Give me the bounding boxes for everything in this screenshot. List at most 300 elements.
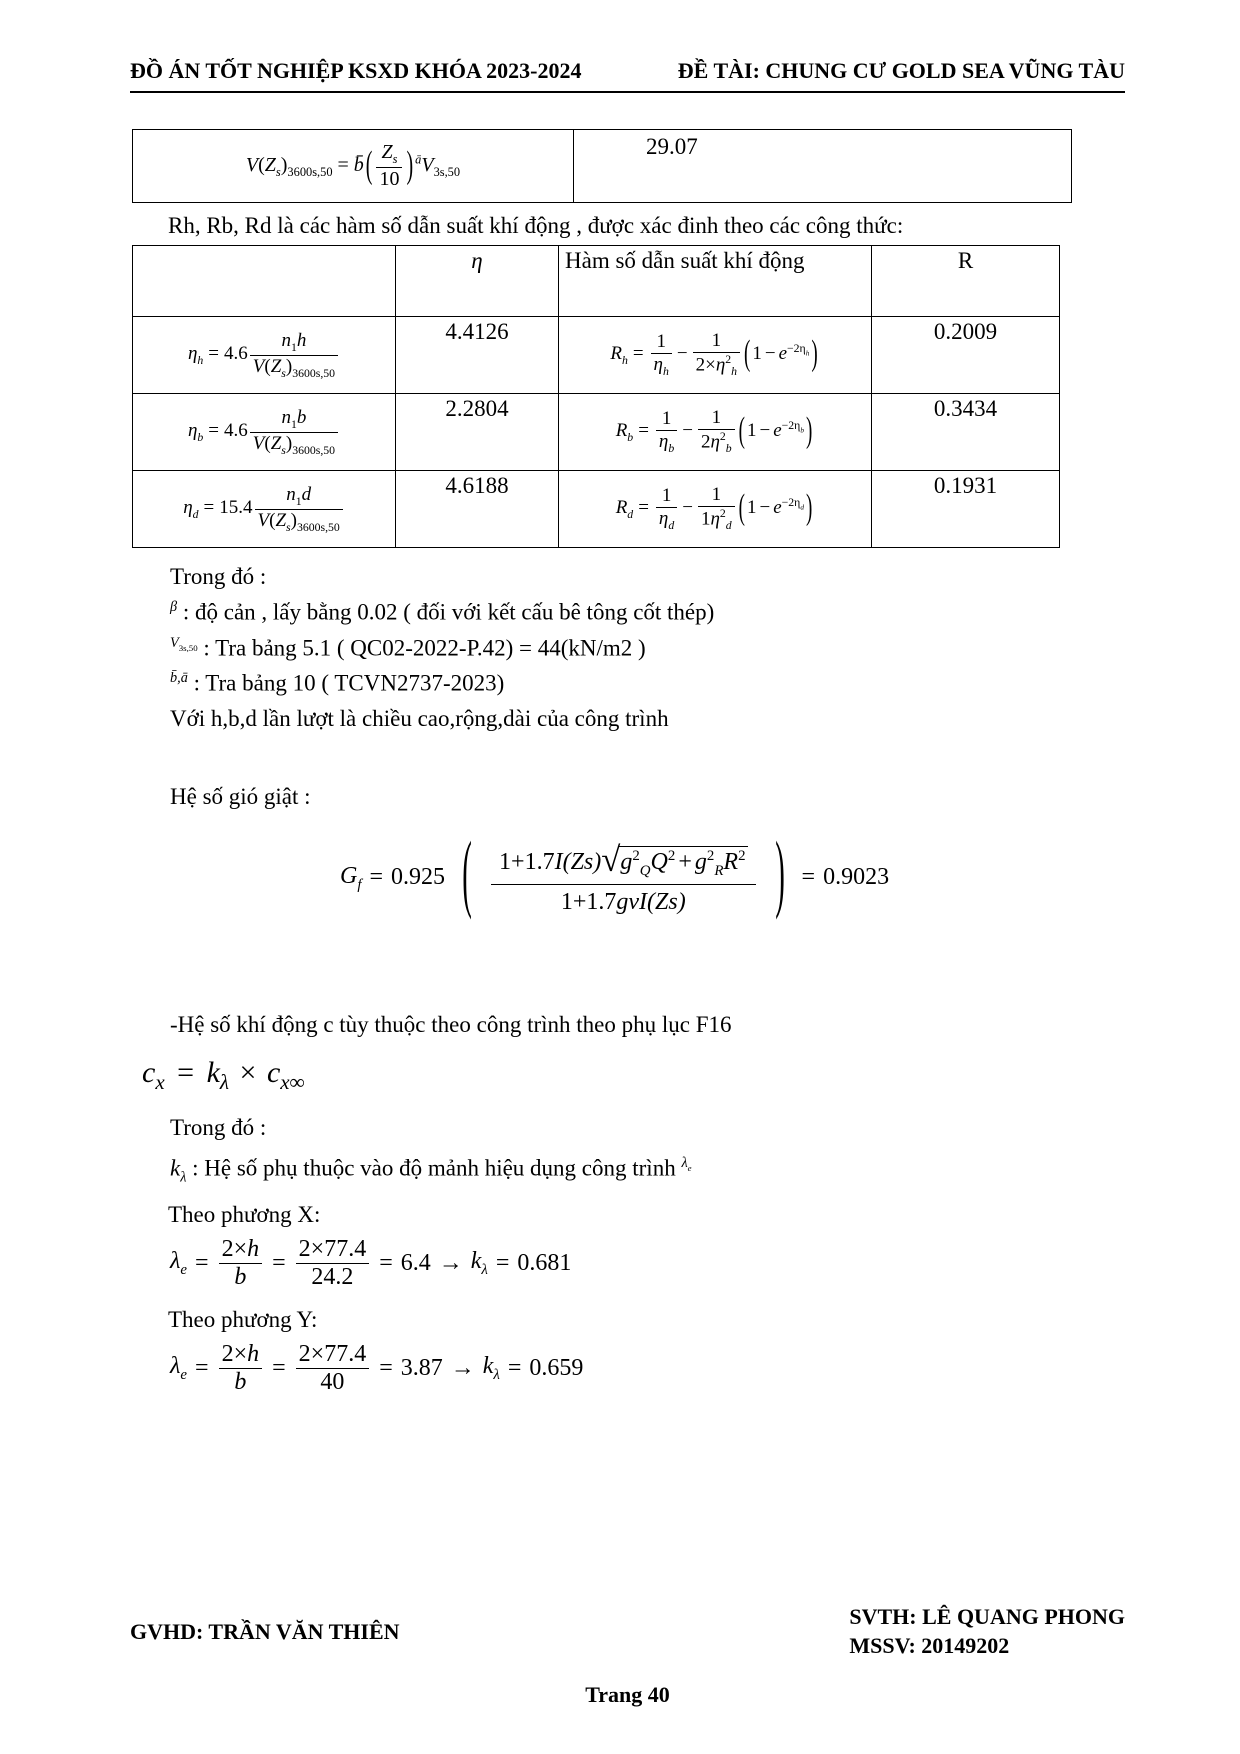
- empty-header-cell: [133, 246, 396, 317]
- equals-sign: =: [507, 1355, 522, 1382]
- r-b-formula-cell: [559, 394, 872, 471]
- exponent: [781, 496, 804, 512]
- math-token: V: [252, 432, 265, 454]
- r-h-formula-cell: [559, 317, 872, 394]
- wind-speed-value-cell: [574, 130, 1072, 203]
- gust-factor-title: Hệ số gió giật :: [170, 783, 311, 809]
- math-token: 3600s,50: [292, 366, 336, 380]
- subscript: b: [197, 431, 204, 445]
- math-token: 2: [706, 848, 715, 865]
- math-token: ): [285, 355, 293, 377]
- note-text: : Hệ số phụ thuộc vào độ mảnh hiệu dụng công trình: [192, 1155, 676, 1181]
- r-symbol: R: [615, 497, 628, 519]
- equals-sign: =: [272, 1250, 286, 1277]
- math-token: k: [482, 1353, 494, 1380]
- math-token: G: [340, 862, 358, 889]
- eta-d-value-cell: [396, 471, 559, 548]
- numerator: 1: [651, 331, 672, 354]
- fraction: [698, 484, 735, 533]
- math-token: s: [286, 520, 291, 534]
- math-token: (: [264, 432, 271, 454]
- numerator: 1: [656, 408, 677, 431]
- r-h-formula: [610, 330, 819, 379]
- math-token: 1: [752, 343, 762, 365]
- r-d-formula-cell: [559, 471, 872, 548]
- math-token: 3600s,50: [296, 520, 340, 534]
- math-token: b: [800, 425, 804, 435]
- numerator: [376, 141, 402, 168]
- radicand: [618, 846, 747, 879]
- header-right: ĐỀ TÀI: CHUNG CƯ GOLD SEA VŨNG TÀU: [677, 58, 1125, 83]
- math-token: −2η: [781, 496, 801, 510]
- table-row: [133, 471, 1060, 548]
- function-header-cell: [559, 246, 872, 317]
- right-paren: ): [774, 829, 785, 923]
- denominator: 40: [320, 1369, 345, 1396]
- student-info: [849, 1601, 1125, 1662]
- lambda-e-term: [170, 1248, 187, 1279]
- math-token: (: [269, 509, 276, 531]
- math-token: g: [620, 849, 633, 876]
- math-token: η: [710, 431, 720, 453]
- denominator: 24.2: [311, 1264, 354, 1291]
- fraction: [651, 331, 672, 379]
- function-header: Hàm số dẫn suất khí động: [565, 248, 805, 273]
- math-token: λ: [170, 1248, 181, 1275]
- math-token: 2×: [695, 354, 716, 376]
- math-token: h: [731, 365, 738, 379]
- math-token: λ: [481, 1262, 488, 1279]
- denominator: [255, 510, 343, 535]
- eta-symbol: η: [183, 497, 193, 519]
- wind-speed-table: [132, 129, 1072, 203]
- numerator: [219, 1341, 263, 1369]
- math-token: c: [266, 1055, 281, 1089]
- math-token: n: [286, 483, 296, 505]
- equals-sign: =: [195, 1250, 209, 1277]
- r-d-value-cell: [872, 471, 1060, 548]
- math-token: 2×: [221, 1341, 248, 1368]
- math-token: η: [715, 354, 726, 376]
- math-token: 1: [290, 417, 297, 431]
- math-token: −2η: [787, 342, 806, 356]
- eta-header: η: [471, 248, 483, 273]
- math-token: d: [800, 502, 804, 512]
- right-paren: ): [811, 334, 818, 374]
- header-left: ĐỒ ÁN TỐT NGHIỆP KSXD KHÓA 2023-2024: [130, 58, 582, 83]
- math-token: λ: [681, 1154, 688, 1171]
- r-header-cell: [872, 246, 1060, 317]
- arrow-icon: →: [438, 1250, 463, 1277]
- math-token: (Zs): [647, 888, 686, 915]
- coefficient: 0.925: [391, 864, 446, 891]
- math-token: d: [301, 483, 312, 505]
- math-token: V: [170, 634, 179, 651]
- math-token: b: [234, 1369, 247, 1396]
- equals-sign: =: [208, 420, 220, 442]
- math-token: 1: [290, 340, 297, 354]
- notes-section: [170, 564, 1125, 732]
- math-token: 1: [295, 494, 302, 508]
- r-d-formula: [615, 484, 815, 533]
- math-token: Q: [639, 862, 651, 879]
- math-token: V: [257, 509, 270, 531]
- minus-sign: −: [764, 343, 776, 365]
- math-token: ): [285, 432, 293, 454]
- denominator: 10: [379, 168, 400, 190]
- denominator: [656, 431, 677, 456]
- math-token: 3s,50: [433, 164, 461, 179]
- math-token: Z: [381, 141, 393, 163]
- times-sign: ×: [239, 1055, 257, 1089]
- math-token: 2×: [221, 1236, 248, 1263]
- math-token: V: [421, 153, 434, 176]
- eta-symbol: η: [187, 343, 198, 365]
- right-paren: ): [406, 144, 414, 186]
- numerator: [491, 836, 755, 885]
- math-token: 2: [738, 848, 746, 865]
- subscript: h: [197, 354, 204, 368]
- math-token: 3600s,50: [292, 443, 336, 457]
- fraction: [219, 1341, 263, 1396]
- page-number: Trang 40: [585, 1682, 670, 1707]
- math-token: −2η: [781, 419, 801, 433]
- math-token: h: [805, 348, 810, 358]
- math-token: k: [470, 1248, 482, 1275]
- gust-factor-formula: [340, 829, 1125, 923]
- math-token: 2: [725, 353, 732, 367]
- v3s50-symbol: [170, 635, 198, 651]
- numerator: [219, 1236, 263, 1264]
- equals-sign: =: [177, 1055, 195, 1089]
- exponent: [787, 342, 810, 358]
- direction-y-label: Theo phương Y:: [168, 1307, 318, 1333]
- math-token: x: [155, 1069, 165, 1094]
- denominator: [651, 354, 672, 379]
- r-h-value-cell: [872, 317, 1060, 394]
- equals-sign: =: [337, 153, 349, 176]
- math-token: s: [281, 366, 286, 380]
- denominator: [693, 353, 740, 379]
- table-header-row: [133, 246, 1060, 317]
- fraction: [656, 408, 677, 456]
- footer-row: [130, 1601, 1125, 1662]
- fraction: [376, 141, 402, 191]
- b-a-bar-symbol: b̄,ā: [170, 670, 188, 687]
- math-token: h: [662, 364, 669, 378]
- table-row: [133, 317, 1060, 394]
- g-f-term: [340, 863, 361, 894]
- math-token: 2: [719, 430, 726, 444]
- eta-d-formula-cell: [133, 471, 396, 548]
- numerator: [250, 407, 338, 433]
- math-token: s: [281, 443, 286, 457]
- minus-sign: −: [676, 343, 688, 365]
- lambda-y-formula: [170, 1341, 1125, 1396]
- radical-sign: √: [601, 839, 621, 879]
- subscript: d: [192, 508, 199, 522]
- note-trong-do: [170, 564, 1125, 590]
- r-b-formula: [615, 407, 815, 456]
- denominator: [219, 1369, 263, 1396]
- math-token: e: [180, 1262, 188, 1279]
- math-token: η: [658, 431, 669, 453]
- math-token: 2: [719, 507, 726, 521]
- math-token: d: [725, 519, 732, 533]
- r-b-value-cell: [872, 394, 1060, 471]
- page-header: [130, 58, 1125, 93]
- math-token: V: [245, 153, 259, 176]
- math-token: g: [694, 849, 707, 876]
- subscript: d: [627, 508, 634, 522]
- equals-sign: =: [195, 1355, 209, 1382]
- fraction: [693, 330, 740, 379]
- math-token: b: [668, 441, 675, 455]
- equals-sign: =: [272, 1355, 286, 1382]
- fraction: [296, 1341, 370, 1396]
- math-token: h: [247, 1341, 260, 1368]
- wind-speed-formula: [245, 141, 461, 190]
- denominator: [491, 885, 755, 920]
- equals-sign: =: [638, 497, 649, 519]
- math-token: n: [281, 329, 291, 351]
- eta-h-value-cell: [396, 317, 559, 394]
- math-token: λ: [180, 1169, 187, 1186]
- trong-do-label: Trong đó :: [170, 1114, 267, 1140]
- math-token: R: [714, 862, 724, 879]
- k-lambda-term: [471, 1248, 488, 1279]
- k-lambda-y-value: 0.659: [529, 1355, 584, 1382]
- math-token: V: [252, 355, 265, 377]
- math-token: 1: [747, 420, 757, 442]
- math-token: c: [142, 1055, 156, 1089]
- note-v3s50: [170, 635, 1125, 662]
- math-token: k: [206, 1055, 220, 1089]
- numerator: 2×77.4: [296, 1236, 370, 1264]
- r-value: 0.3434: [933, 396, 998, 421]
- numerator: 2×77.4: [296, 1341, 370, 1369]
- lambda-x-result: 6.4: [400, 1250, 431, 1277]
- beta-symbol: β: [170, 599, 178, 615]
- math-token: d: [668, 518, 675, 532]
- subscript: h: [621, 354, 628, 368]
- denominator: [698, 507, 735, 533]
- math-token: 2: [667, 848, 676, 865]
- page-footer: [130, 1601, 1125, 1708]
- coefficient: 4.6: [224, 343, 248, 365]
- arrow-icon: →: [450, 1355, 475, 1382]
- math-token: e: [773, 420, 782, 442]
- fraction: [255, 484, 343, 535]
- math-token: (: [264, 355, 271, 377]
- math-token: λ: [170, 1353, 181, 1380]
- eta-symbol: η: [187, 420, 198, 442]
- denominator: [250, 356, 338, 381]
- fraction: [698, 407, 735, 456]
- fraction: [219, 1236, 263, 1291]
- equals-sign: =: [632, 343, 644, 365]
- equals-sign: =: [208, 343, 220, 365]
- wind-speed-formula-cell: [133, 130, 574, 203]
- fraction: [656, 485, 677, 533]
- equals-sign: =: [203, 497, 215, 519]
- table-row: [133, 394, 1060, 471]
- student-id: MSSV: 20149202: [849, 1633, 1010, 1658]
- plus-sign: +: [678, 849, 692, 876]
- note-text: : độ cản , lấy bằng 0.02 ( đối với kết cấu bê tông cốt thép): [182, 599, 715, 625]
- math-token: e: [180, 1367, 188, 1384]
- math-token: Z: [264, 153, 276, 176]
- eta-h-formula-cell: [133, 317, 396, 394]
- eta-value: 4.6188: [445, 473, 509, 498]
- lambda-x-formula: [170, 1236, 1125, 1291]
- equals-sign: =: [638, 420, 649, 442]
- left-paren: (: [738, 411, 745, 451]
- math-token: η: [653, 354, 663, 376]
- note-text: : Tra bảng 10 ( TCVN2737-2023): [193, 670, 505, 696]
- cx-formula: [142, 1056, 1125, 1095]
- fraction: [296, 1236, 370, 1291]
- k-lambda-term: [483, 1353, 500, 1384]
- equals-sign: =: [801, 864, 816, 891]
- denominator: [656, 508, 677, 533]
- math-token: 1: [700, 508, 711, 530]
- gust-fraction: [491, 836, 755, 920]
- table-row: [133, 130, 1072, 203]
- note-label: Trong đó :: [170, 564, 267, 589]
- eta-b-formula-cell: [133, 394, 396, 471]
- equals-sign: =: [369, 864, 384, 891]
- r-symbol: R: [610, 343, 622, 365]
- math-token: e: [687, 1162, 692, 1173]
- math-token: 2: [700, 431, 711, 453]
- k-lambda-note: [170, 1155, 1125, 1186]
- math-token: b: [725, 442, 732, 456]
- note-text: : Tra bảng 5.1 ( QC02-2022-P.42) = 44(kN/m2 ): [203, 635, 646, 661]
- numerator: [255, 484, 343, 510]
- exponent: [781, 419, 804, 435]
- math-token: e: [773, 497, 782, 519]
- subscript: b: [627, 431, 634, 445]
- math-token: λ: [493, 1367, 500, 1384]
- math-token: n: [281, 406, 291, 428]
- r-header: R: [957, 248, 974, 273]
- note-ba: [170, 670, 1125, 697]
- numerator: [250, 330, 338, 356]
- eta-b-formula: [187, 406, 340, 457]
- equals-sign: =: [495, 1250, 510, 1277]
- a-bar-exponent: ā: [415, 151, 422, 166]
- math-token: h: [296, 329, 307, 351]
- numerator: 1: [656, 485, 677, 508]
- math-token: Z: [270, 355, 282, 377]
- math-token: Z: [270, 432, 282, 454]
- eta-header-cell: [396, 246, 559, 317]
- right-paren: ): [805, 488, 813, 528]
- r-value: 0.2009: [933, 319, 998, 344]
- math-token: 3600s,50: [287, 164, 333, 179]
- math-token: 1+1.7: [499, 849, 555, 876]
- lambda-e-symbol: [681, 1155, 691, 1171]
- math-token: η: [658, 508, 669, 530]
- math-token: x∞: [280, 1069, 305, 1094]
- minus-sign: −: [682, 497, 693, 519]
- math-token: s: [392, 152, 398, 166]
- eta-value: 2.2804: [445, 396, 509, 421]
- equals-sign: =: [379, 1355, 393, 1382]
- fraction: [250, 330, 338, 381]
- math-token: e: [778, 343, 788, 365]
- advisor-name: GVHD: TRẦN VĂN THIÊN: [130, 1618, 400, 1644]
- math-token: k: [170, 1155, 181, 1181]
- right-paren: ): [805, 411, 813, 451]
- numerator: 1: [698, 484, 735, 507]
- eta-value: 4.4126: [445, 319, 509, 344]
- lambda-e-term: [170, 1353, 187, 1384]
- math-token: s: [275, 164, 281, 179]
- minus-sign: −: [759, 420, 771, 442]
- fraction: [250, 407, 338, 458]
- direction-x-label: Theo phương X:: [168, 1202, 321, 1228]
- math-token: λ: [219, 1069, 230, 1094]
- eta-d-formula: [183, 483, 345, 534]
- b-bar-token: b̄: [353, 153, 364, 176]
- minus-sign: −: [682, 420, 693, 442]
- math-token: f: [357, 876, 362, 893]
- math-token: 1: [747, 497, 757, 519]
- math-token: ): [280, 153, 288, 176]
- numerator: 1: [698, 407, 735, 430]
- math-token: Q: [650, 849, 668, 876]
- wind-speed-value: 29.07: [646, 134, 698, 159]
- math-token: 1+1.7: [560, 888, 617, 915]
- denominator: [219, 1264, 263, 1291]
- eta-b-value-cell: [396, 394, 559, 471]
- left-paren: (: [744, 334, 751, 374]
- math-token: 2: [632, 848, 640, 865]
- left-paren: (: [738, 488, 745, 528]
- r-symbol: R: [615, 420, 628, 442]
- denominator: [698, 430, 735, 456]
- math-token: (: [258, 153, 265, 176]
- math-token: gvI: [616, 888, 648, 915]
- aerodynamic-admittance-table: [132, 245, 1060, 548]
- aero-coefficient-text: -Hệ số khí động c tùy thuộc theo công trình theo phụ lục F16: [170, 1011, 732, 1037]
- coefficient: 15.4: [219, 497, 253, 519]
- r-value: 0.1931: [933, 473, 998, 498]
- intro-text: Rh, Rb, Rd là các hàm số dẫn suất khí động , được xác đinh theo các công thức:: [168, 213, 904, 238]
- left-paren: (: [365, 144, 373, 186]
- math-token: Z: [275, 509, 287, 531]
- coefficient: 4.6: [224, 420, 248, 442]
- minus-sign: −: [759, 497, 771, 519]
- math-token: b: [296, 406, 307, 428]
- eta-h-formula: [187, 329, 340, 380]
- lambda-y-result: 3.87: [400, 1355, 443, 1382]
- math-token: I(Zs): [554, 849, 602, 876]
- math-token: ): [290, 509, 297, 531]
- math-token: b: [234, 1264, 247, 1291]
- k-lambda-x-value: 0.681: [517, 1250, 572, 1277]
- student-name: SVTH: LÊ QUANG PHONG: [849, 1604, 1125, 1629]
- math-token: η: [710, 508, 720, 530]
- denominator: [250, 433, 338, 458]
- math-token: R: [723, 849, 739, 876]
- numerator: 1: [693, 330, 740, 353]
- left-paren: (: [462, 829, 472, 923]
- note-text: Với h,b,d lần lượt là chiều cao,rộng,dài của công trình: [170, 705, 669, 731]
- note-hbd: [170, 706, 1125, 732]
